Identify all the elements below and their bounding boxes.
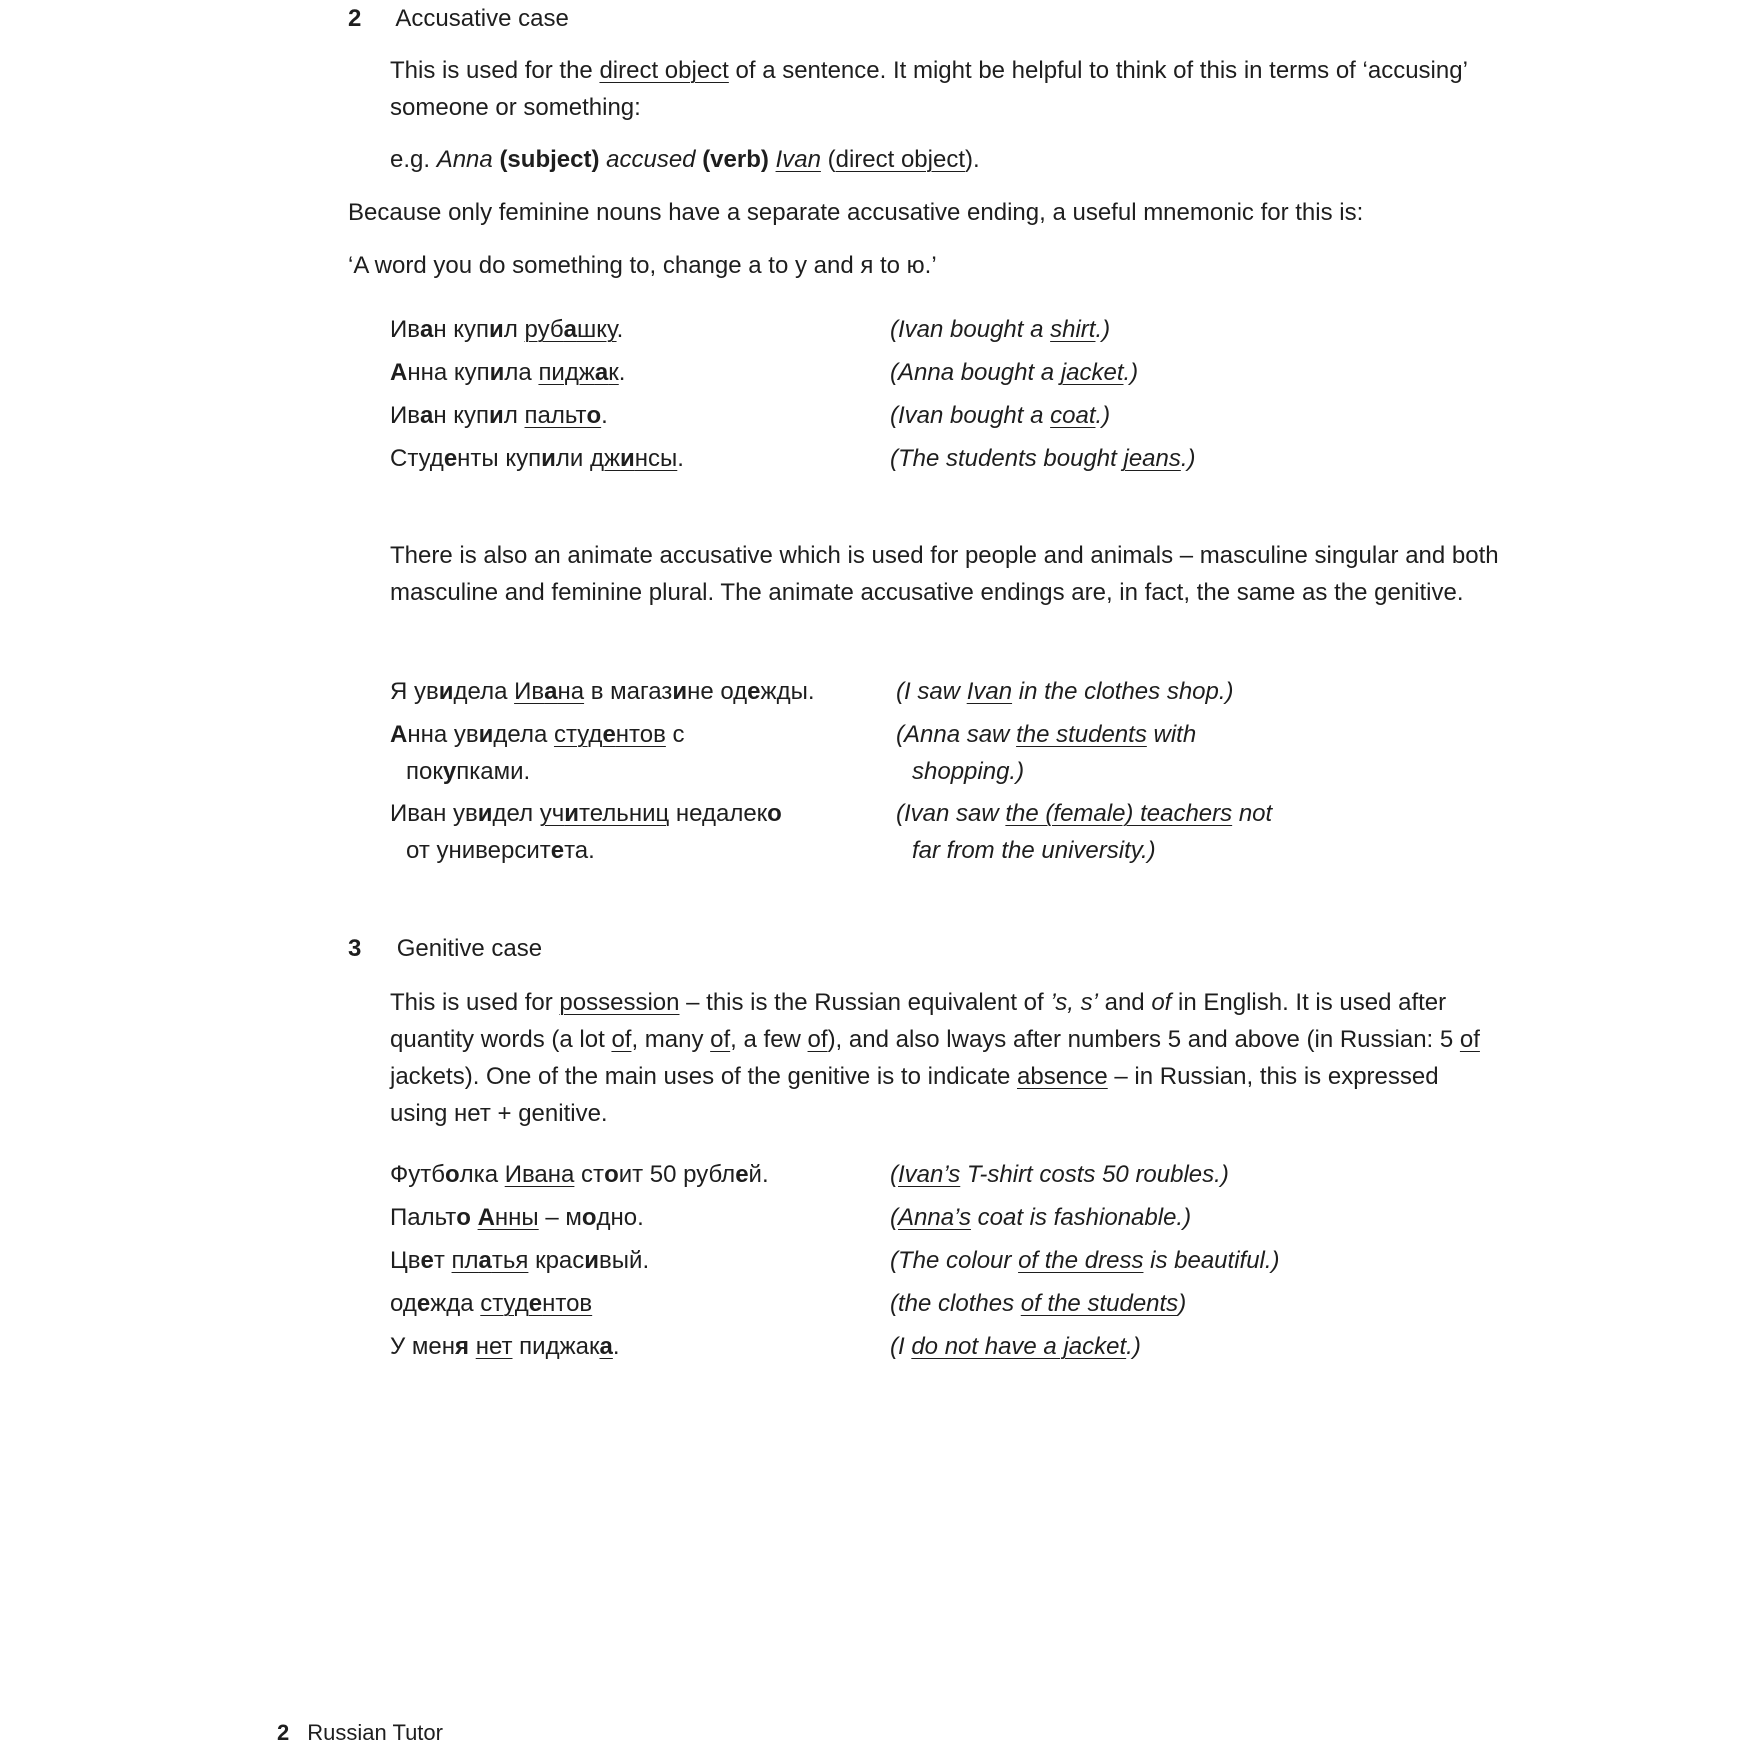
english-translation: (Ivan saw the (female) teachers not far from the university.) bbox=[896, 800, 1273, 864]
section-number: 3 bbox=[348, 935, 362, 962]
english-translation: (Ivan bought a coat.) bbox=[890, 402, 1111, 429]
russian-example: Пальто Анны – модно. bbox=[390, 1204, 644, 1231]
accusative-example bbox=[390, 141, 1500, 178]
genitive-intro: This is used for possession – this is the Russian equivalent of ’s, s’ and of in English. It is used after quantity words (a lot of, many of, a few of), and also lways after numbers 5 and above (in Russian: 5 of jackets). One of the main uses of the genitive is to indicate absence – in Russian, this is expressed using нет + genitive. bbox=[390, 989, 1480, 1127]
english-translation: (The colour of the dress is beautiful.) bbox=[890, 1247, 1280, 1274]
example-role: direct object bbox=[835, 146, 965, 173]
intro-text: of a sentence. It might be helpful to think of this in terms of ‘accusing’ someone or something: bbox=[390, 57, 1468, 121]
english-translation: (I do not have a jacket.) bbox=[890, 1333, 1141, 1360]
russian-example: Цвет платья красивый. bbox=[390, 1247, 650, 1274]
english-translation: (Ivan’s T-shirt costs 50 roubles.) bbox=[890, 1161, 1229, 1188]
accusative-intro bbox=[390, 52, 1500, 126]
example-paren: ( bbox=[827, 146, 836, 173]
english-translation: (I saw Ivan in the clothes shop.) bbox=[896, 678, 1234, 705]
russian-example: Иван купил пальто. bbox=[390, 402, 608, 429]
english-translation: (Anna saw the students with shopping.) bbox=[896, 721, 1197, 785]
russian-example: Иван увидел учительниц недалеко от университета. bbox=[390, 800, 782, 864]
example-paren: ). bbox=[965, 146, 980, 173]
animate-accusative-text: There is also an animate accusative which is used for people and animals – masculine singular and both masculine and feminine plural. The animate accusative endings are, in fact, the same as the genitive. bbox=[390, 542, 1499, 606]
example-role: (subject) bbox=[499, 146, 600, 173]
mnemonic-intro: Because only feminine nouns have a separate accusative ending, a useful mnemonic for this is: bbox=[348, 199, 1364, 226]
russian-example: Футболка Ивана стоит 50 рублей. bbox=[390, 1161, 769, 1188]
example-prefix: e.g. bbox=[390, 146, 437, 173]
russian-example: Студенты купили джинсы. bbox=[390, 445, 684, 472]
section-number: 2 bbox=[348, 5, 362, 32]
russian-example: Иван купил рубашку. bbox=[390, 316, 624, 343]
english-translation: (Anna bought a jacket.) bbox=[890, 359, 1139, 386]
english-translation: (the clothes of the students) bbox=[890, 1290, 1187, 1317]
section-heading-genitive bbox=[348, 930, 542, 967]
english-translation: (The students bought jeans.) bbox=[890, 445, 1196, 472]
english-translation: (Anna’s coat is fashionable.) bbox=[890, 1204, 1192, 1231]
page-number: 2 bbox=[277, 1720, 290, 1745]
book-title: Russian Tutor bbox=[307, 1720, 443, 1745]
intro-text: This is used for the bbox=[390, 57, 600, 84]
russian-example: Анна купила пиджак. bbox=[390, 359, 626, 386]
intro-term: direct object bbox=[599, 57, 729, 84]
russian-example: одежда студентов bbox=[390, 1290, 593, 1317]
page-footer bbox=[277, 1718, 443, 1748]
russian-example: Анна увидела студентов с покупками. bbox=[390, 721, 685, 785]
example-word: Anna bbox=[436, 146, 493, 173]
section-heading-accusative bbox=[348, 0, 569, 37]
mnemonic: ‘A word you do something to, change а to у and я to ю.’ bbox=[348, 252, 937, 279]
section-title: Accusative case bbox=[395, 5, 569, 32]
russian-example: Я увидела Ивана в магазине одежды. bbox=[390, 678, 815, 705]
english-translation: (Ivan bought a shirt.) bbox=[890, 316, 1111, 343]
russian-example: У меня нет пиджака. bbox=[390, 1333, 620, 1360]
section-title: Genitive case bbox=[396, 935, 543, 962]
example-word: Ivan bbox=[775, 146, 821, 173]
example-word: accused bbox=[606, 146, 696, 173]
example-role: (verb) bbox=[702, 146, 769, 173]
